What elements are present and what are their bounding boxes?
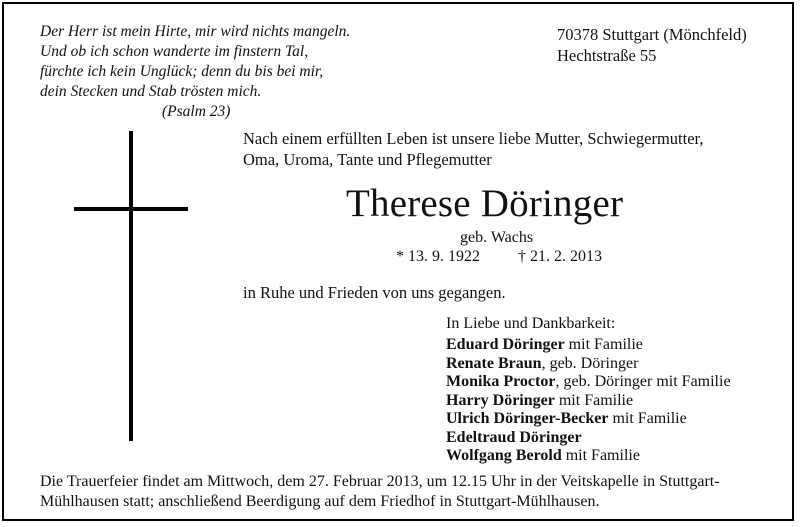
mourner-list (446, 336, 731, 466)
mourner-entry (446, 373, 731, 392)
mourner-entry (446, 355, 731, 374)
address-street: Hechtstraße 55 (557, 46, 657, 65)
deceased-name: Therese Döringer (346, 182, 624, 225)
death-date: † 21. 2. 2013 (518, 248, 602, 265)
mourner-entry (446, 429, 731, 448)
mourner-entry (446, 392, 731, 411)
intro-line: Nach einem erfüllten Leben ist unsere liebe Mutter, Schwiegermutter, (243, 129, 704, 148)
mourner-entry (446, 336, 731, 355)
intro-line: Oma, Uroma, Tante und Pflegemutter (243, 150, 492, 169)
mourner-name: Monika Proctor (446, 373, 556, 390)
mourner-name: Renate Braun (446, 354, 542, 372)
psalm-line: Und ob ich schon wanderte im finstern Tal, (40, 43, 309, 60)
thanks-heading: In Liebe und Dankbarkeit: (446, 315, 616, 332)
birth-date: * 13. 9. 1922 (396, 248, 480, 265)
funeral-info (40, 472, 780, 512)
mourner-suffix: mit Familie (554, 391, 634, 409)
mourner-suffix: , geb. Döringer (541, 354, 639, 372)
psalm-reference: (Psalm 23) (162, 103, 231, 120)
mourner-entry (446, 410, 731, 429)
mourner-name: Ulrich Döringer-Becker (446, 410, 609, 427)
maiden-name: geb. Wachs (460, 229, 534, 246)
cross-icon-bar (74, 207, 188, 211)
passing-text: in Ruhe und Frieden von uns gegangen. (243, 283, 506, 302)
address-city: 70378 Stuttgart (Mönchfeld) (557, 25, 747, 44)
family-address (557, 24, 747, 66)
funeral-line: Mühlhausen statt; anschließend Beerdigung auf dem Friedhof in Stuttgart-Mühlhausen. (40, 493, 600, 510)
intro-text (243, 128, 763, 170)
mourner-name: Eduard Döringer (446, 336, 565, 353)
mourner-suffix: mit Familie (561, 447, 640, 464)
funeral-line: Die Trauerfeier findet am Mittwoch, dem 27. Februar 2013, um 12.15 Uhr in der Veitskapelle in Stuttgart- (40, 473, 720, 490)
mourner-suffix: mit Familie (564, 336, 643, 353)
psalm-line: Der Herr ist mein Hirte, mir wird nichts mangeln. (40, 23, 351, 40)
mourner-name: Wolfgang Berold (446, 447, 562, 464)
mourner-entry (446, 447, 731, 466)
mourner-suffix: mit Familie (608, 410, 687, 427)
psalm-line: dein Stecken und Stab trösten mich. (40, 83, 262, 100)
mourner-name: Edeltraud Döringer (446, 428, 582, 446)
mourner-suffix: , geb. Döringer mit Familie (555, 373, 731, 390)
psalm-quote (40, 22, 350, 122)
cross-icon (129, 131, 133, 441)
life-dates (396, 247, 602, 267)
mourner-name: Harry Döringer (446, 391, 555, 409)
psalm-line: fürchte ich kein Unglück; denn du bis bei mir, (40, 63, 324, 80)
